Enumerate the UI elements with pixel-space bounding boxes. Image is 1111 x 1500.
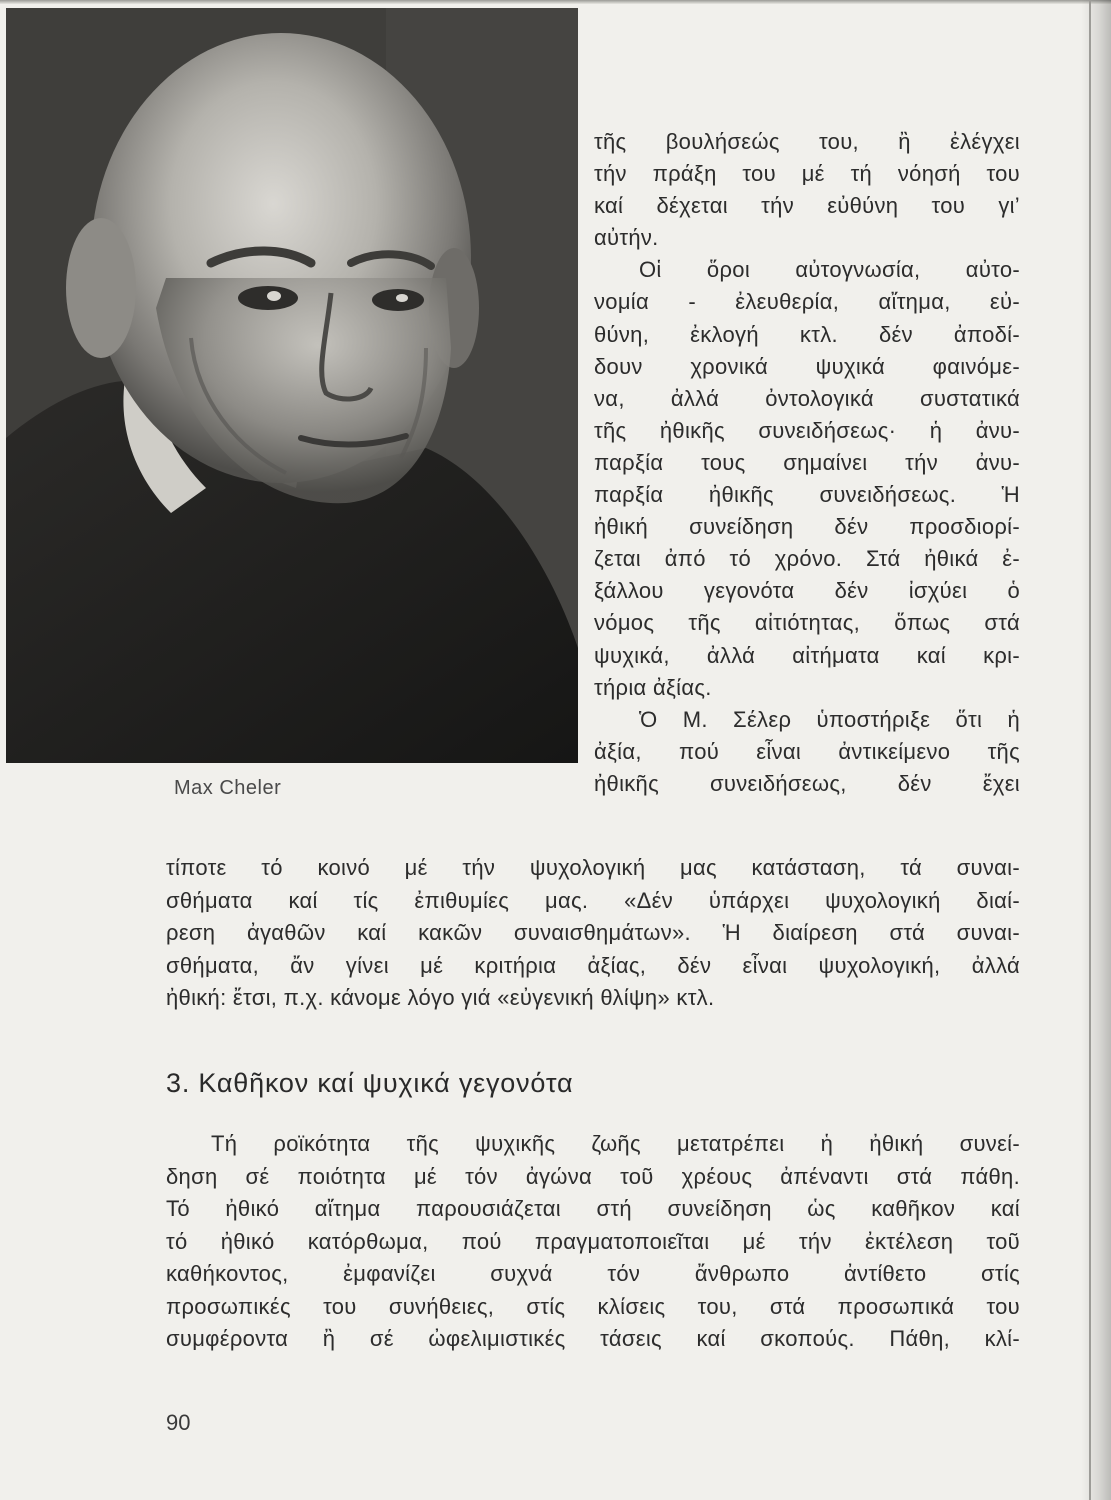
text-line: ξάλλου γεγονότα δέν ἰσχύει ὁ — [594, 578, 1020, 604]
right-column-text — [594, 126, 1020, 800]
portrait-illustration — [6, 8, 578, 763]
text-line: τίποτε τό κοινό μέ τήν ψυχολογική μας κατάσταση, τά συναι- — [166, 855, 1020, 880]
text-line: αὐτήν. — [594, 225, 659, 251]
page-gutter-shadow — [1081, 0, 1111, 1500]
text-line: δηση σέ ποιότητα μέ τόν ἀγώνα τοῦ χρέους ἀπέναντι στά πάθη. — [166, 1163, 1020, 1189]
text-line: ἀξία, πού εἶναι ἀντικείμενο τῆς — [594, 738, 1020, 764]
text-line: θύνη, ἐκλογή κτλ. δέν ἀποδί- — [594, 321, 1020, 347]
paragraph-3-start — [594, 704, 1020, 800]
text-line: Οἱ ὅροι αὐτογνωσία, αὐτο- — [639, 257, 1020, 283]
text-line: να, ἀλλά ὀντολογικά συστατικά — [594, 385, 1020, 411]
paragraph-1 — [594, 126, 1020, 254]
text-line: τῆς ἠθικῆς συνειδήσεως· ἡ ἀνυ- — [594, 417, 1020, 443]
text-line: ψυχικά, ἀλλά αἰτήματα καί κρι- — [594, 642, 1020, 668]
text-line: παρξία ἠθικῆς συνειδήσεως. Ἡ — [594, 482, 1020, 508]
text-line: καθήκοντος, ἐμφανίζει συχνά τόν ἄνθρωπο ἀντίθετο στίς — [166, 1261, 1020, 1286]
text-line: Ὁ Μ. Σέλερ ὑποστήριξε ὅτι ἡ — [639, 706, 1020, 732]
text-line: σθήματα, ἄν γίνει μέ κριτήρια ἀξίας, δέν εἶναι ψυχολογική, ἀλλά — [166, 952, 1020, 978]
portrait-photo — [6, 8, 578, 763]
page-gutter-line — [1089, 0, 1091, 1500]
text-line: νομία - ἐλευθερία, αἴτημα, εὐ- — [594, 289, 1020, 315]
page-top-edge — [0, 0, 1111, 4]
text-line: τό ἠθικό κατόρθωμα, πού πραγματοποιεῖται μέ τήν ἐκτέλεση τοῦ — [166, 1228, 1020, 1254]
paragraph-4 — [166, 1128, 1020, 1356]
text-line: προσωπικές του συνήθειες, στίς κλίσεις του, στά προσωπικά του — [166, 1293, 1020, 1319]
text-line: τῆς βουλήσεώς του, ἢ ἐλέγχει — [594, 129, 1020, 154]
text-line: ζεται ἀπό τό χρόνο. Στά ἠθικά ἐ- — [594, 546, 1020, 572]
text-line: παρξία τους σημαίνει τήν ἀνυ- — [594, 449, 1020, 475]
text-line: ἠθικῆς συνειδήσεως, δέν ἔχει — [594, 770, 1020, 796]
text-line: σθήματα καί τίς ἐπιθυμίες μας. «Δέν ὑπάρχει ψυχολογική διαί- — [166, 887, 1020, 913]
text-line: τήρια ἀξίας. — [594, 674, 712, 700]
photo-caption: Max Cheler — [174, 777, 282, 799]
text-line: ρεση ἀγαθῶν καί κακῶν συναισθημάτων». Ἡ διαίρεση στά συναι- — [166, 920, 1020, 945]
text-line: συμφέροντα ἢ σέ ὠφελιμιστικές τάσεις καί σκοπούς. Πάθη, κλί- — [166, 1326, 1020, 1351]
text-line: Τή ροϊκότητα τῆς ψυχικῆς ζωῆς μετατρέπει ἡ ἠθική συνεί- — [211, 1131, 1020, 1156]
page-number: 90 — [166, 1410, 191, 1435]
text-line: δουν χρονικά ψυχικά φαινόμε- — [594, 353, 1020, 379]
text-line: ἠθική: ἔτσι, π.χ. κάνομε λόγο γιά «εὐγενική θλίψη» κτλ. — [166, 985, 715, 1010]
text-line: ἠθική συνείδηση δέν προσδιορί- — [594, 514, 1020, 540]
text-line: καί δέχεται τήν εὐθύνη του γι’ — [594, 193, 1020, 219]
section-heading: 3. Καθῆκον καί ψυχικά γεγονότα — [166, 1068, 574, 1098]
paragraph-3-continued — [166, 852, 1020, 1015]
text-line: νόμος τῆς αἰτιότητας, ὅπως στά — [594, 610, 1020, 636]
text-line: τήν πράξη του μέ τή νόησή του — [594, 161, 1020, 187]
paragraph-2 — [594, 254, 1020, 703]
text-line: Τό ἠθικό αἴτημα παρουσιάζεται στή συνείδηση ὡς καθῆκον καί — [166, 1196, 1020, 1221]
